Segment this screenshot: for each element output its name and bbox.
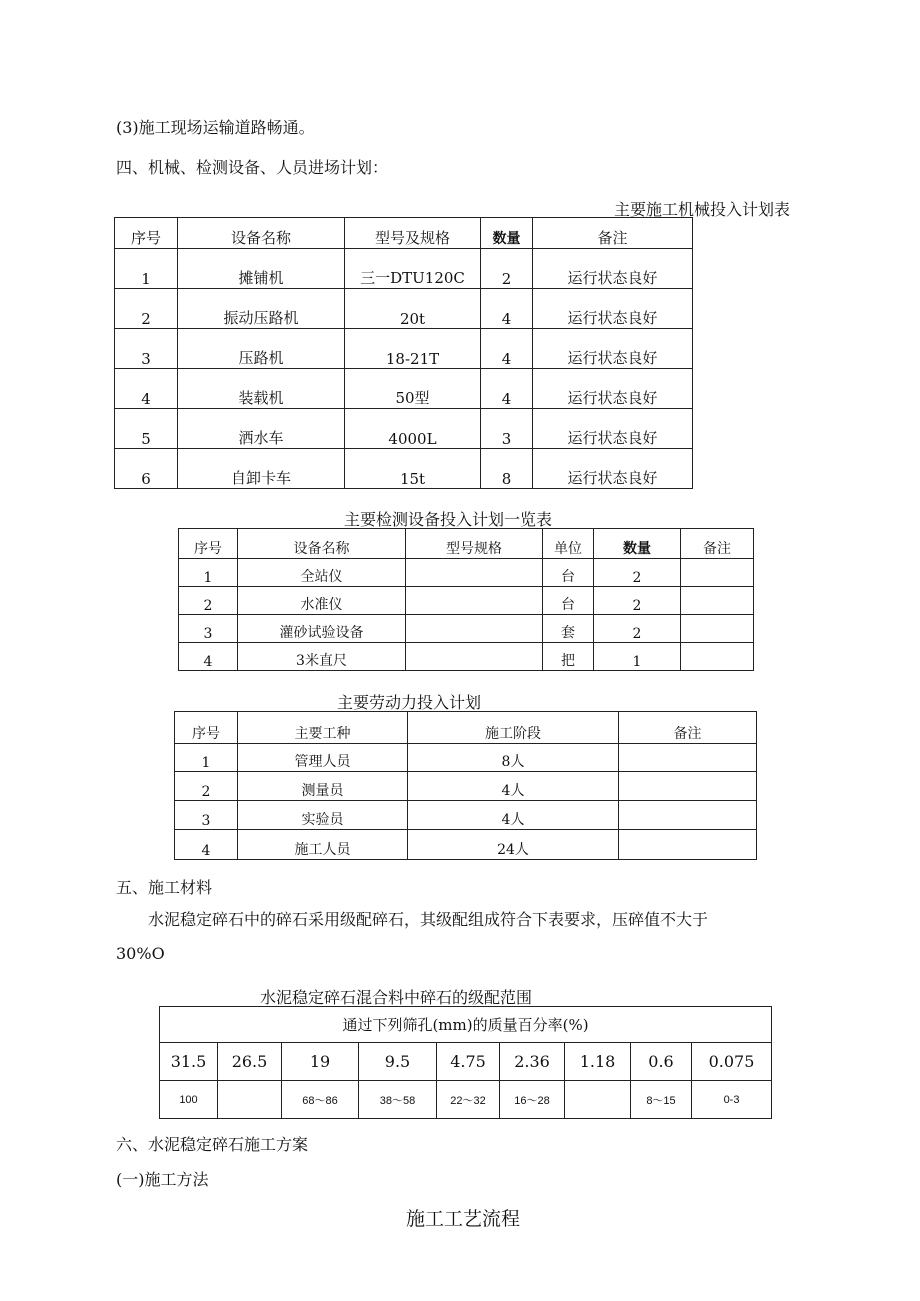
cell: 把	[543, 643, 594, 671]
passing-value-cell	[565, 1081, 631, 1119]
cell: 3米直尺	[238, 643, 406, 671]
materials-text-line2: 30%O	[116, 944, 165, 963]
cell: 管理人员	[238, 744, 408, 772]
passing-value-cell: 68～86	[282, 1081, 359, 1119]
header-cell: 备注	[533, 218, 693, 249]
section-4-heading: 四、机械、检测设备、人员进场计划：	[116, 158, 389, 177]
cell: 运行状态良好	[533, 369, 693, 409]
cell: 3	[179, 615, 238, 643]
gradation-table-caption: 水泥稳定碎石混合料中碎石的级配范围	[260, 988, 533, 1007]
table-row	[175, 744, 757, 772]
cell: 实验员	[238, 801, 408, 830]
cell: 摊铺机	[178, 249, 345, 289]
cell: 三一DTU120C	[345, 249, 481, 289]
cell: 装载机	[178, 369, 345, 409]
table-header-row	[179, 529, 754, 559]
cell	[619, 744, 757, 772]
gradation-header: 通过下列筛孔(mm)的质量百分率(%)	[160, 1007, 772, 1043]
gradation-table	[159, 1006, 772, 1119]
passing-percent-row	[160, 1081, 772, 1119]
cell	[619, 772, 757, 801]
cell: 4	[481, 369, 533, 409]
cell	[406, 587, 543, 615]
header-cell: 单位	[543, 529, 594, 559]
cell: 自卸卡车	[178, 449, 345, 489]
section-6-heading: 六、水泥稳定碎石施工方案	[116, 1135, 309, 1154]
cell: 24人	[408, 830, 619, 860]
table-row	[179, 559, 754, 587]
header-cell: 数量	[481, 218, 533, 249]
passing-value-cell: 22～32	[437, 1081, 500, 1119]
cell	[406, 559, 543, 587]
cell: 水准仪	[238, 587, 406, 615]
cell: 4	[481, 329, 533, 369]
table-row	[115, 289, 693, 329]
header-cell: 设备名称	[238, 529, 406, 559]
cell: 台	[543, 559, 594, 587]
header-cell: 序号	[115, 218, 178, 249]
section-5-heading: 五、施工材料	[116, 878, 213, 897]
table-row	[115, 329, 693, 369]
cell: 2	[594, 559, 681, 587]
cell: 运行状态良好	[533, 449, 693, 489]
header-cell: 设备名称	[178, 218, 345, 249]
cell	[681, 559, 754, 587]
header-cell: 型号及规格	[345, 218, 481, 249]
cell: 15t	[345, 449, 481, 489]
labor-table	[174, 711, 757, 860]
cell: 测量员	[238, 772, 408, 801]
passing-value-cell: 8～15	[631, 1081, 692, 1119]
cell: 4人	[408, 772, 619, 801]
sieve-size-cell: 1.18	[565, 1043, 631, 1081]
labor-table-caption: 主要劳动力投入计划	[337, 693, 482, 712]
cell: 压路机	[178, 329, 345, 369]
sieve-size-cell: 26.5	[218, 1043, 282, 1081]
cell: 运行状态良好	[533, 409, 693, 449]
table-row	[175, 801, 757, 830]
header-cell: 序号	[179, 529, 238, 559]
sieve-size-cell: 31.5	[160, 1043, 218, 1081]
cell: 台	[543, 587, 594, 615]
cell: 2	[115, 289, 178, 329]
table-row	[115, 409, 693, 449]
sieve-size-cell: 2.36	[500, 1043, 565, 1081]
cell: 2	[594, 587, 681, 615]
sieve-size-cell: 19	[282, 1043, 359, 1081]
cell: 5	[115, 409, 178, 449]
cell: 2	[594, 615, 681, 643]
cell: 8	[481, 449, 533, 489]
testing-table	[178, 528, 754, 671]
cell	[681, 643, 754, 671]
sieve-size-row	[160, 1043, 772, 1081]
cell: 4	[115, 369, 178, 409]
passing-value-cell: 16～28	[500, 1081, 565, 1119]
construction-method-heading: (一)施工方法	[116, 1170, 209, 1189]
table-row	[115, 449, 693, 489]
cell: 20t	[345, 289, 481, 329]
header-cell: 型号规格	[406, 529, 543, 559]
table-row	[179, 587, 754, 615]
passing-value-cell: 100	[160, 1081, 218, 1119]
cell: 4	[179, 643, 238, 671]
cell: 运行状态良好	[533, 329, 693, 369]
header-cell: 数量	[594, 529, 681, 559]
cell: 18-21T	[345, 329, 481, 369]
cell: 4000L	[345, 409, 481, 449]
table-header-row	[115, 218, 693, 249]
sieve-size-cell: 9.5	[359, 1043, 437, 1081]
cell: 2	[481, 249, 533, 289]
cell: 运行状态良好	[533, 249, 693, 289]
cell: 4	[175, 830, 238, 860]
machinery-table-caption: 主要施工机械投入计划表	[614, 200, 791, 219]
process-flow-title: 施工工艺流程	[406, 1208, 521, 1230]
passing-value-cell	[218, 1081, 282, 1119]
sieve-size-cell: 0.6	[631, 1043, 692, 1081]
cell	[406, 615, 543, 643]
cell: 4人	[408, 801, 619, 830]
passing-value-cell: 0-3	[692, 1081, 772, 1119]
cell: 8人	[408, 744, 619, 772]
cell	[681, 615, 754, 643]
cell: 3	[115, 329, 178, 369]
cell: 1	[115, 249, 178, 289]
table-row	[115, 369, 693, 409]
header-cell: 序号	[175, 712, 238, 744]
cell: 2	[175, 772, 238, 801]
cell	[619, 801, 757, 830]
cell	[681, 587, 754, 615]
header-cell: 主要工种	[238, 712, 408, 744]
table-row	[175, 772, 757, 801]
cell: 施工人员	[238, 830, 408, 860]
cell: 振动压路机	[178, 289, 345, 329]
passing-value-cell: 38～58	[359, 1081, 437, 1119]
header-cell: 备注	[619, 712, 757, 744]
header-cell: 备注	[681, 529, 754, 559]
cell: 4	[481, 289, 533, 329]
cell: 50型	[345, 369, 481, 409]
table-row	[179, 615, 754, 643]
cell: 全站仪	[238, 559, 406, 587]
cell	[406, 643, 543, 671]
item-3-text: (3)施工现场运输道路畅通。	[116, 118, 315, 137]
table-header-row	[160, 1007, 772, 1043]
table-row	[115, 249, 693, 289]
table-header-row	[175, 712, 757, 744]
cell: 1	[179, 559, 238, 587]
cell: 6	[115, 449, 178, 489]
cell: 灌砂试验设备	[238, 615, 406, 643]
sieve-size-cell: 4.75	[437, 1043, 500, 1081]
cell: 套	[543, 615, 594, 643]
sieve-size-cell: 0.075	[692, 1043, 772, 1081]
cell: 洒水车	[178, 409, 345, 449]
machinery-table	[114, 217, 693, 489]
materials-text-line1: 水泥稳定碎石中的碎石采用级配碎石，其级配组成符合下表要求，压碎值不大于	[148, 910, 709, 929]
table-row	[179, 643, 754, 671]
cell: 2	[179, 587, 238, 615]
cell: 运行状态良好	[533, 289, 693, 329]
table-row	[175, 830, 757, 860]
cell: 3	[175, 801, 238, 830]
cell: 3	[481, 409, 533, 449]
cell	[619, 830, 757, 860]
testing-table-caption: 主要检测设备投入计划一览表	[344, 510, 553, 529]
cell: 1	[175, 744, 238, 772]
cell: 1	[594, 643, 681, 671]
header-cell: 施工阶段	[408, 712, 619, 744]
